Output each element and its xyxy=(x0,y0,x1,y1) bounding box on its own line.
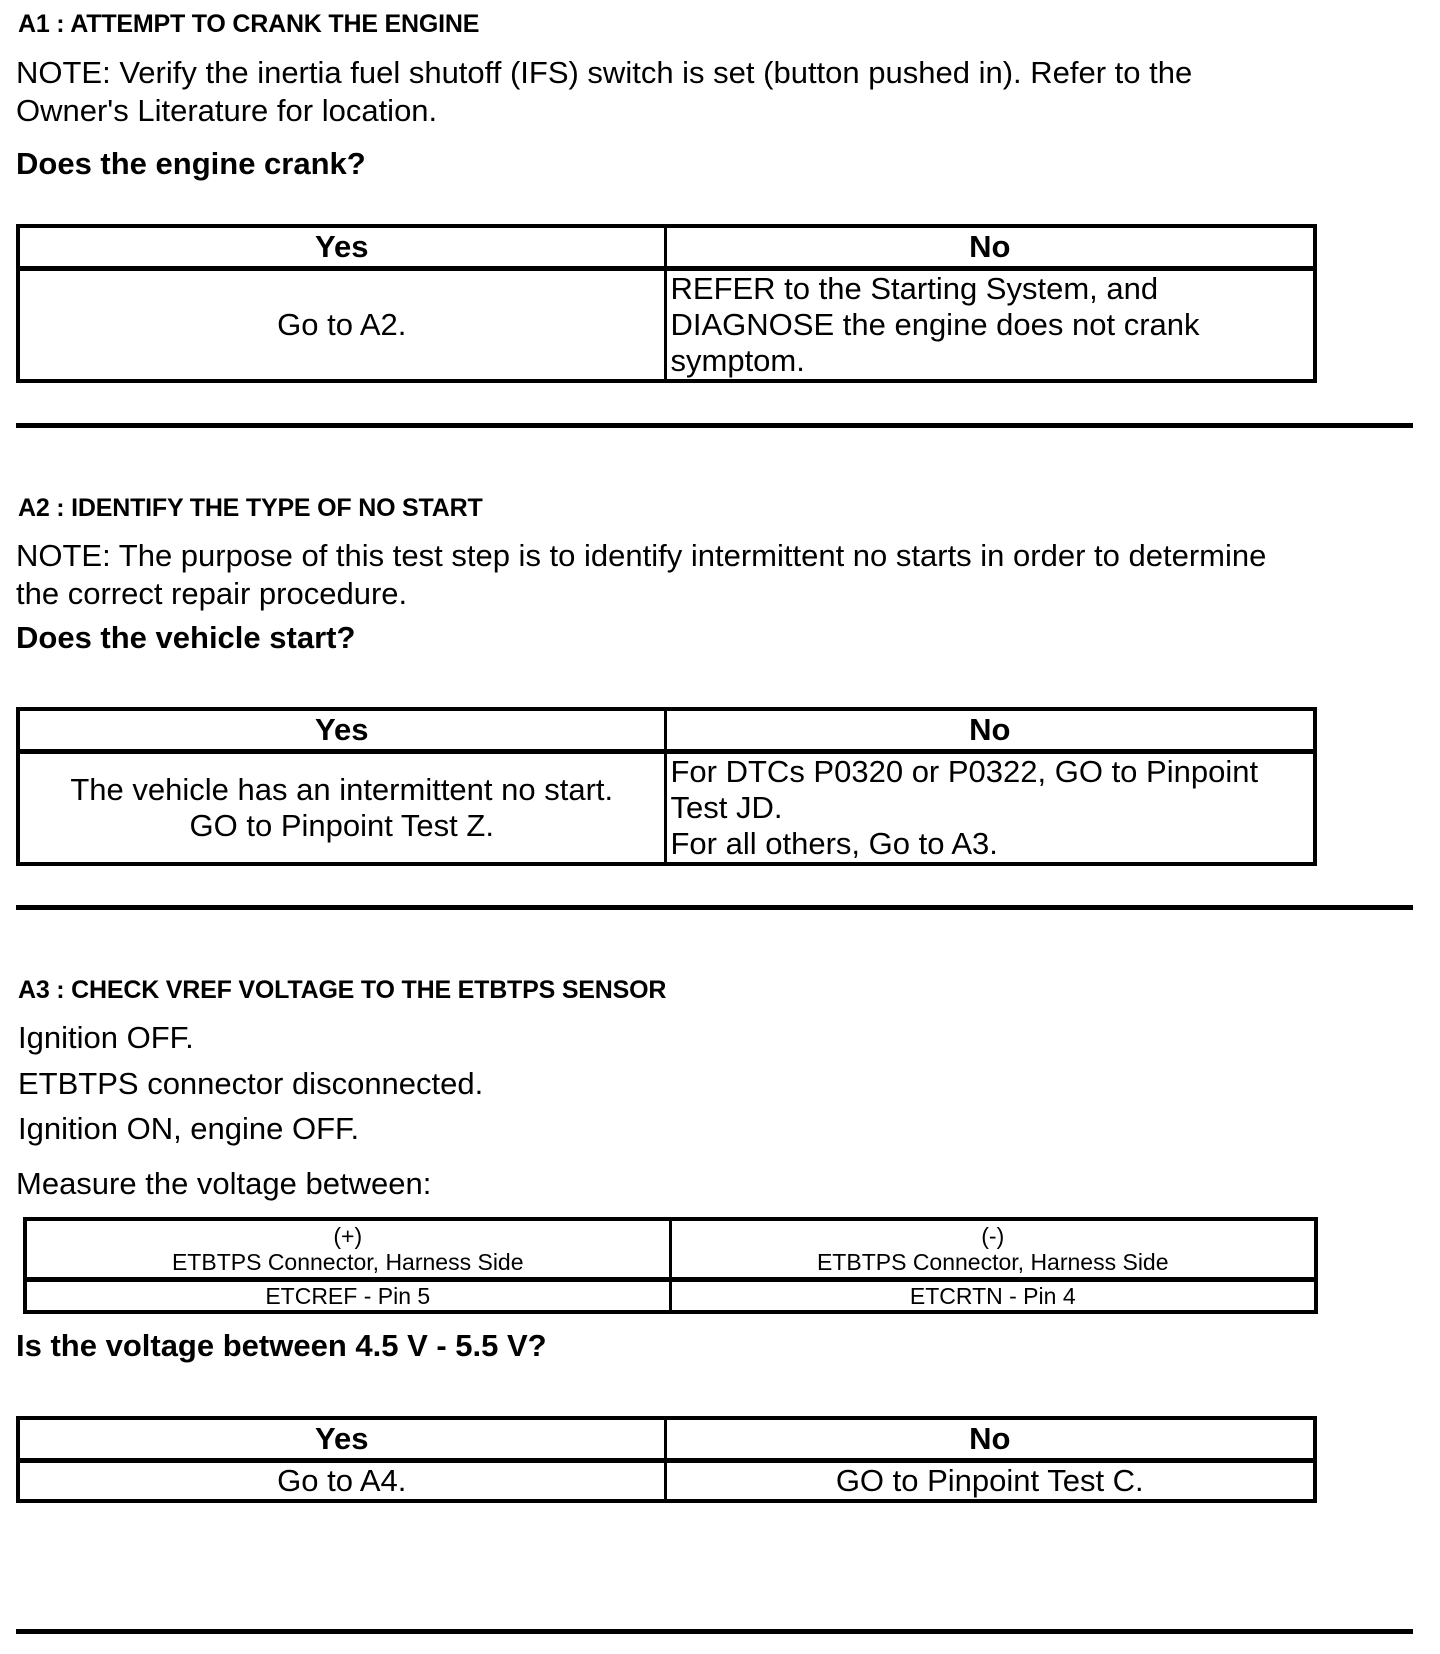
instruction: Ignition OFF. xyxy=(18,1020,194,1055)
note-line: the correct repair procedure. xyxy=(16,576,408,611)
yes-header: Yes xyxy=(18,226,665,269)
no-action-line: symptom. xyxy=(670,343,805,378)
no-action-line: Test JD. xyxy=(670,790,783,825)
step-a3-question: Is the voltage between 4.5 V - 5.5 V? xyxy=(16,1328,547,1363)
step-a2-title: A2 : IDENTIFY THE TYPE OF NO START xyxy=(18,494,483,522)
negative-location: ETBTPS Connector, Harness Side xyxy=(816,1249,1169,1275)
positive-sign: (+) xyxy=(333,1223,363,1249)
instruction: ETBTPS connector disconnected. xyxy=(18,1066,484,1101)
measurement-table xyxy=(23,1217,1318,1314)
no-cell: GO to Pinpoint Test C. xyxy=(665,1461,1315,1502)
negative-probe-cell xyxy=(670,1219,1316,1280)
step-a1-question: Does the engine crank? xyxy=(16,146,366,181)
step-a3-result-table xyxy=(16,1416,1317,1503)
positive-pin: ETCREF - Pin 5 xyxy=(25,1280,670,1313)
note-line: NOTE: Verify the inertia fuel shutoff (IFS) switch is set (button pushed in). Refer to the xyxy=(16,55,1193,90)
section-divider xyxy=(16,423,1413,428)
step-a1-note xyxy=(16,54,1192,130)
negative-sign: (-) xyxy=(981,1223,1005,1249)
step-a1-title: A1 : ATTEMPT TO CRANK THE ENGINE xyxy=(18,10,480,38)
note-line: Owner's Literature for location. xyxy=(16,93,438,128)
yes-action-line: The vehicle has an intermittent no start. xyxy=(70,772,614,807)
no-header: No xyxy=(665,226,1315,269)
section-divider xyxy=(16,905,1413,910)
section-divider xyxy=(16,1629,1413,1634)
positive-location: ETBTPS Connector, Harness Side xyxy=(171,1249,524,1275)
no-header: No xyxy=(665,709,1315,752)
note-line: NOTE: The purpose of this test step is to identify intermittent no starts in order to determine xyxy=(16,538,1267,573)
instruction: Ignition ON, engine OFF. xyxy=(18,1111,360,1146)
no-header: No xyxy=(665,1418,1315,1461)
step-a2-note xyxy=(16,537,1266,613)
no-cell xyxy=(665,752,1315,865)
yes-action-line: GO to Pinpoint Test Z. xyxy=(189,808,494,843)
no-action-line: DIAGNOSE the engine does not crank xyxy=(670,307,1200,342)
yes-cell xyxy=(18,752,665,865)
step-a2-question: Does the vehicle start? xyxy=(16,620,356,655)
yes-header: Yes xyxy=(18,709,665,752)
no-action-line: For DTCs P0320 or P0322, GO to Pinpoint xyxy=(670,754,1259,789)
no-cell xyxy=(665,269,1315,382)
yes-action: Go to A2. xyxy=(277,307,407,342)
measure-label: Measure the voltage between: xyxy=(16,1166,432,1201)
yes-header: Yes xyxy=(18,1418,665,1461)
yes-cell: Go to A4. xyxy=(18,1461,665,1502)
no-action-line: For all others, Go to A3. xyxy=(670,826,998,861)
positive-probe-cell xyxy=(25,1219,670,1280)
negative-pin: ETCRTN - Pin 4 xyxy=(670,1280,1316,1313)
step-a2-result-table xyxy=(16,707,1317,866)
yes-cell xyxy=(18,269,665,382)
no-action-line: REFER to the Starting System, and xyxy=(670,271,1159,306)
step-a1-result-table xyxy=(16,224,1317,383)
step-a3-title: A3 : CHECK VREF VOLTAGE TO THE ETBTPS SENSOR xyxy=(18,976,667,1004)
